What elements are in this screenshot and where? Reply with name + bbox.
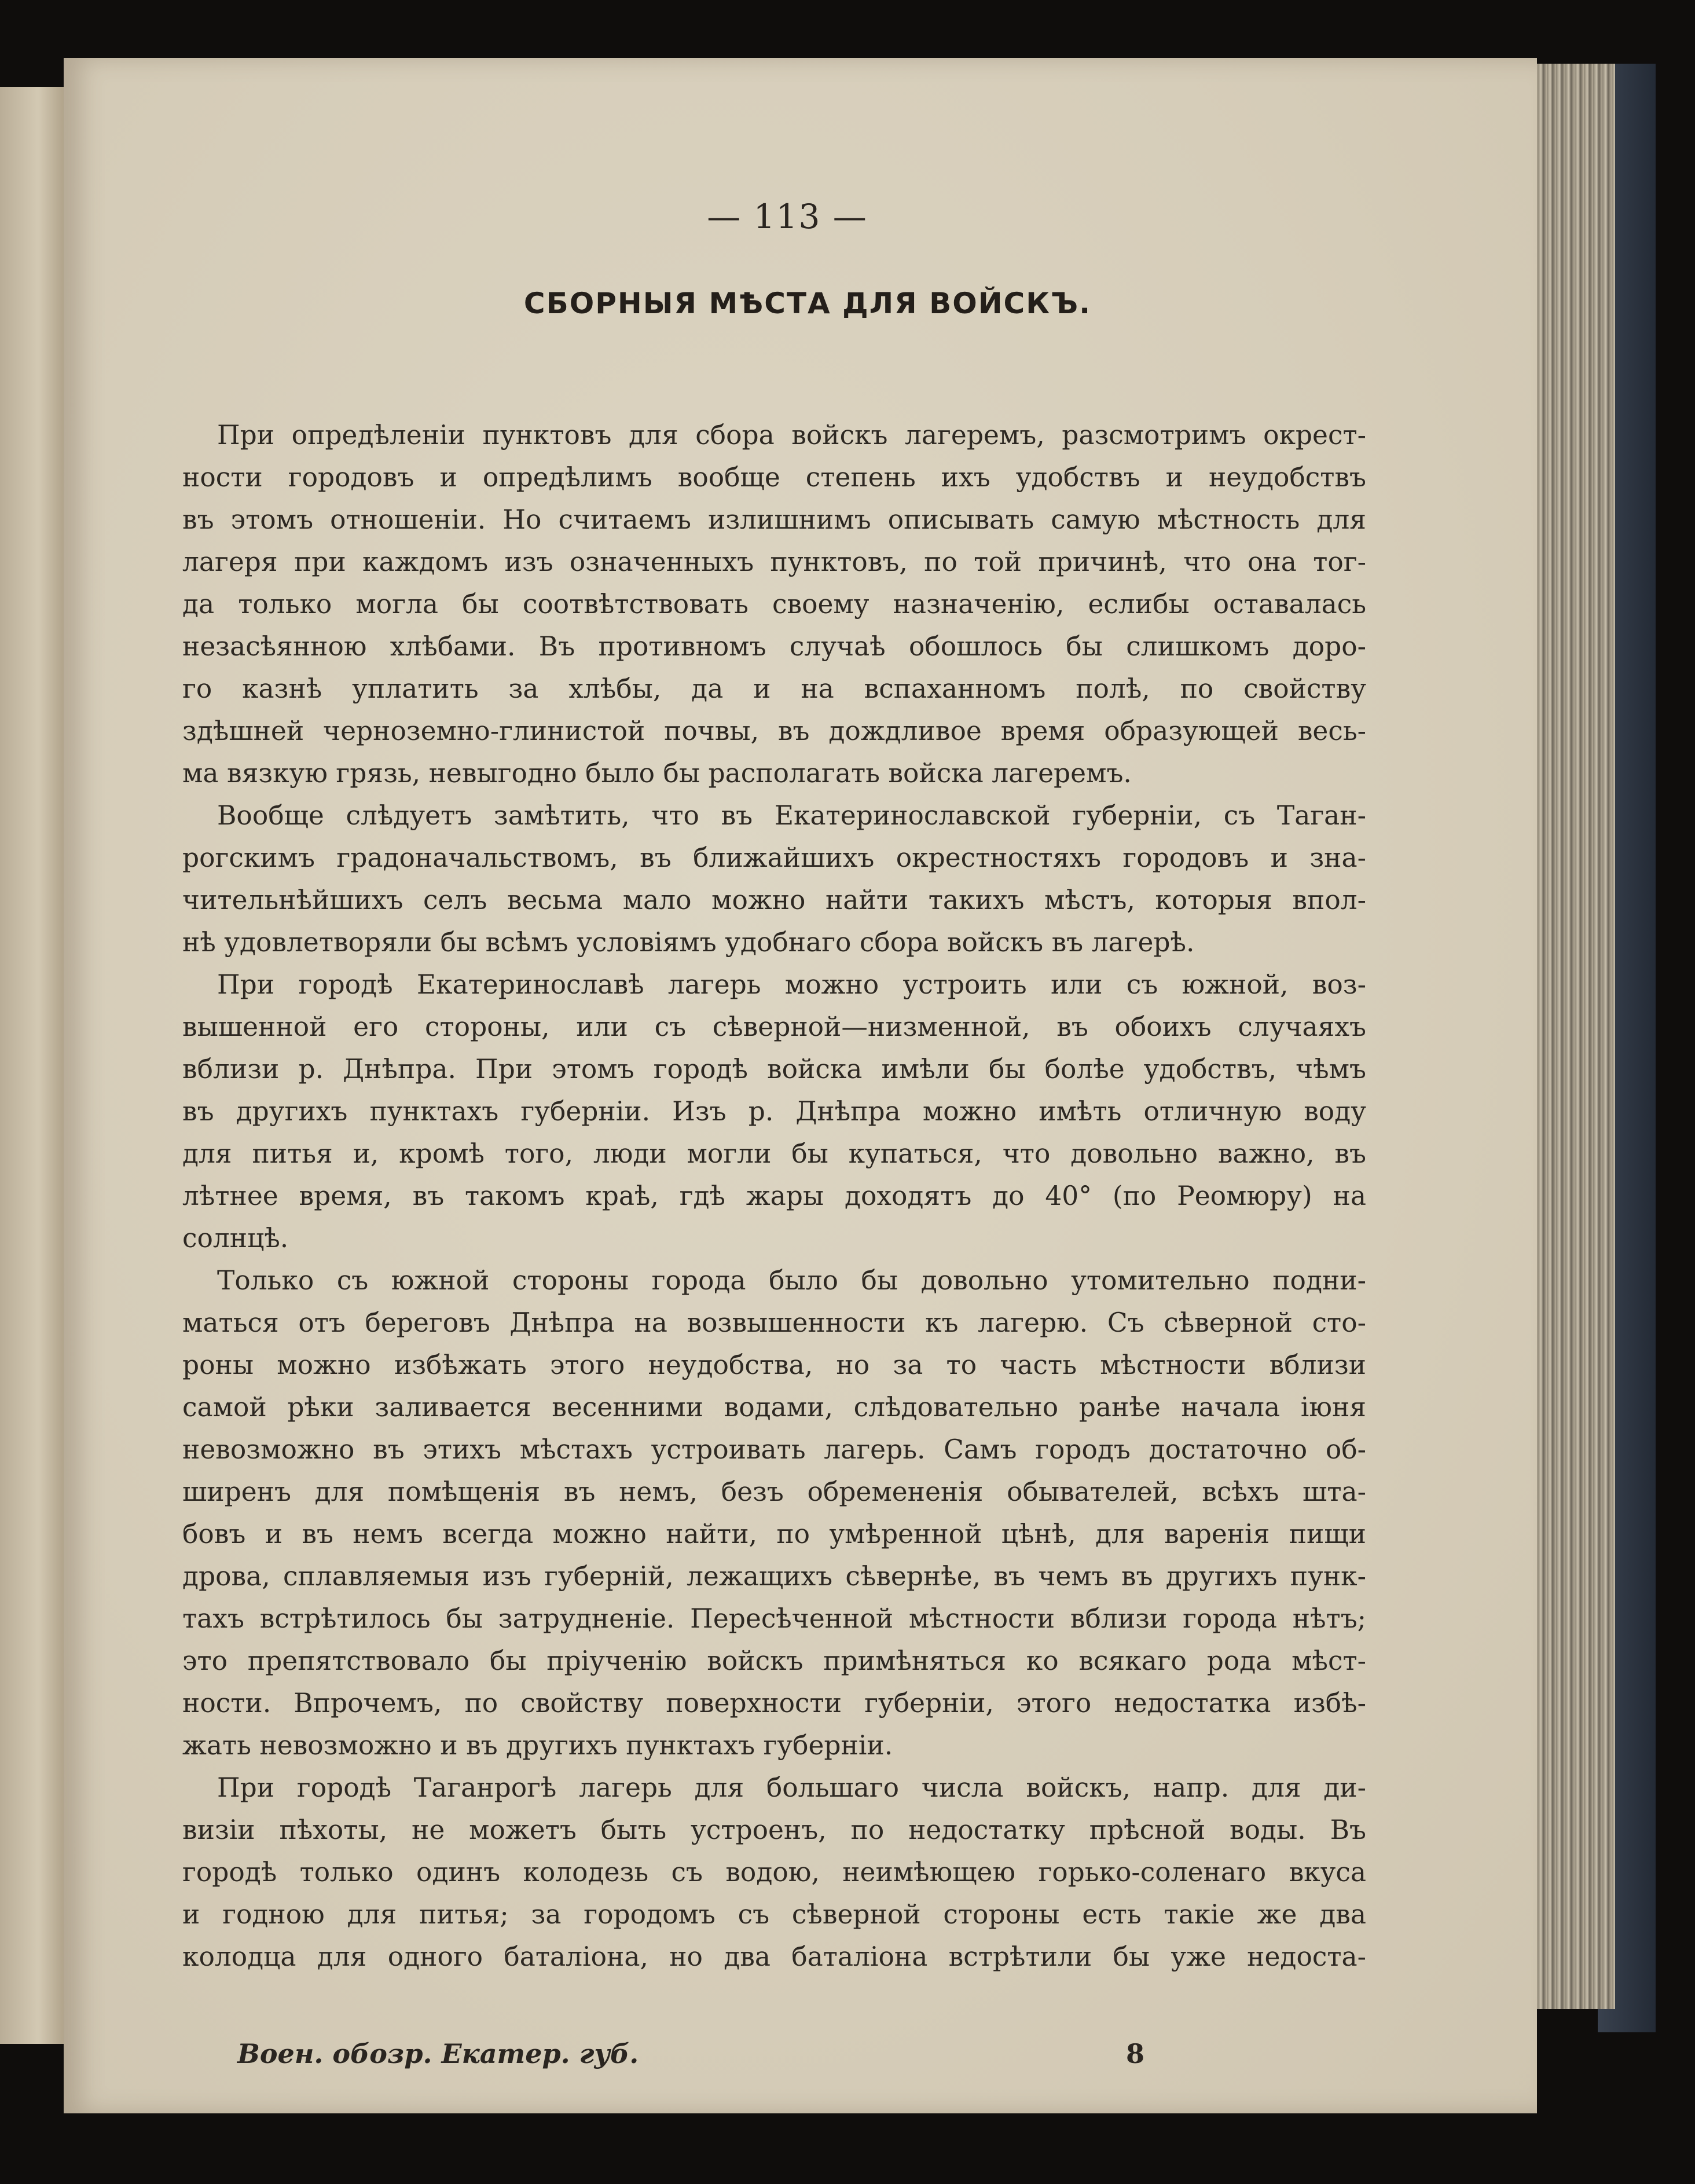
text-line: ности. Впрочемъ, по свойству поверхности губерніи, этого недостатка избѣ- (182, 1688, 1366, 1718)
body-text (182, 414, 1366, 1978)
text-line: лагеря при каждомъ изъ означенныхъ пунктовъ, по той причинѣ, что она тог- (182, 547, 1366, 577)
text-line: нѣ удовлетворяли бы всѣмъ условіямъ удобнаго сбора войскъ въ лагерѣ. (182, 927, 1195, 958)
text-line: маться отъ береговъ Днѣпра на возвышенности къ лагерю. Съ сѣверной сто- (182, 1307, 1366, 1338)
footer-signature: Воен. обозр. Екатер. губ. (237, 2038, 639, 2069)
text-line: незасѣянною хлѣбами. Въ противномъ случаѣ обошлось бы слишкомъ доро- (182, 631, 1366, 662)
text-line: ширенъ для помѣщенія въ немъ, безъ обремененія обывателей, всѣхъ шта- (182, 1476, 1366, 1507)
text-line: вышенной его стороны, или съ сѣверной—низменной, въ обоихъ случаяхъ (182, 1012, 1366, 1042)
text-line: жать невозможно и въ другихъ пунктахъ губерніи. (182, 1730, 893, 1761)
text-line: бовъ и въ немъ всегда можно найти, по умѣренной цѣнѣ, для варенія пищи (182, 1519, 1366, 1549)
text-line: лѣтнее время, въ такомъ краѣ, гдѣ жары доходятъ до 40° (по Реомюру) на (182, 1181, 1366, 1211)
text-line: чительнѣйшихъ селъ весьма мало можно найти такихъ мѣстъ, которыя впол- (182, 885, 1366, 915)
text-line: рогскимъ градоначальствомъ, въ ближайшихъ окрестностяхъ городовъ и зна- (182, 842, 1366, 873)
text-line: городѣ только одинъ колодезь съ водою, неимѣющею горько-соленаго вкуса (182, 1857, 1366, 1888)
text-line: дрова, сплавляемыя изъ губерній, лежащихъ сѣвернѣе, въ чемъ въ другихъ пунк- (182, 1561, 1366, 1592)
text-line: го казнѣ уплатить за хлѣбы, да и на вспаханномъ полѣ, по свойству (182, 673, 1366, 704)
text-line: вблизи р. Днѣпра. При этомъ городѣ войска имѣли бы болѣе удобствъ, чѣмъ (182, 1054, 1366, 1084)
text-line: тахъ встрѣтилось бы затрудненіе. Пересѣченной мѣстности вблизи города нѣтъ; (182, 1603, 1366, 1634)
book-page (64, 58, 1537, 2113)
text-line: да только могла бы соотвѣтствовать своему назначенію, еслибы оставалась (182, 589, 1366, 620)
text-line: роны можно избѣжать этого неудобства, но за то часть мѣстности вблизи (182, 1350, 1366, 1380)
section-heading: СБОРНЫЯ МѢСТА ДЛЯ ВОЙСКЪ. (523, 287, 1092, 320)
text-line: и годною для питья; за городомъ съ сѣверной стороны есть такіе же два (182, 1899, 1366, 1930)
text-line: солнцѣ. (182, 1223, 289, 1254)
text-line: невозможно въ этихъ мѣстахъ устроивать лагерь. Самъ городъ достаточно об- (182, 1434, 1366, 1465)
text-line: Только съ южной стороны города было бы довольно утомительно подни- (217, 1265, 1366, 1296)
sheet-number: 8 (1126, 2038, 1145, 2069)
text-line: здѣшней черноземно-глинистой почвы, въ дождливое время образующей весь- (182, 716, 1366, 746)
page-number: — 113 — (707, 197, 868, 236)
page-footer (237, 2038, 1221, 2084)
text-line: для питья и, кромѣ того, люди могли бы купаться, что довольно важно, въ (182, 1138, 1366, 1169)
previous-page-edge (0, 87, 69, 2044)
text-line: При городѣ Екатеринославѣ лагерь можно устроить или съ южной, воз- (217, 969, 1366, 1000)
text-line: самой рѣки заливается весенними водами, слѣдовательно ранѣе начала іюня (182, 1392, 1366, 1423)
text-line: При городѣ Таганрогѣ лагерь для большаго числа войскъ, напр. для ди- (217, 1772, 1366, 1803)
text-line: въ другихъ пунктахъ губерніи. Изъ р. Днѣпра можно имѣть отличную воду (182, 1096, 1366, 1127)
text-line: въ этомъ отношеніи. Но считаемъ излишнимъ описывать самую мѣстность для (182, 504, 1366, 535)
page-stack-edge (1528, 64, 1615, 2009)
text-line: При опредѣленіи пунктовъ для сбора войскъ лагеремъ, разсмотримъ окрест- (217, 420, 1366, 450)
text-line: Вообще слѣдуетъ замѣтить, что въ Екатеринославской губерніи, съ Таган- (217, 800, 1366, 831)
text-line: ма вязкую грязь, невыгодно было бы располагать войска лагеремъ. (182, 758, 1132, 789)
text-line: колодца для одного баталіона, но два баталіона встрѣтили бы уже недоста- (182, 1941, 1366, 1972)
text-line: ности городовъ и опредѣлимъ вообще степень ихъ удобствъ и неудобствъ (182, 462, 1366, 493)
text-line: визіи пѣхоты, не можетъ быть устроенъ, по недостатку прѣсной воды. Въ (182, 1815, 1366, 1845)
text-line: это препятствовало бы пріученію войскъ примѣняться ко всякаго рода мѣст- (182, 1646, 1366, 1676)
